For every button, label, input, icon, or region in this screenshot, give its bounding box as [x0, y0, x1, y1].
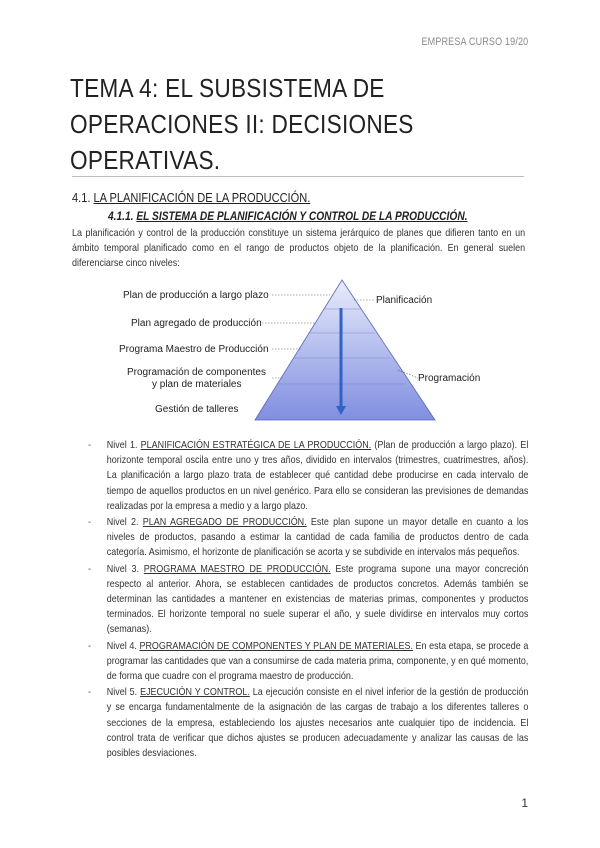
level-prefix: Nivel 5. — [106, 686, 138, 699]
pyramid-label-level-5: Gestión de talleres — [155, 404, 239, 415]
level-text: Este plan supone un mayor detalle en cuanto a los niveles de productos, pasando a estimar la cantidad de cada familia de productos dentro de cada categoría. Asimismo, el horizonte de planificación se acorta y se subdivide en intervalos más pequeños. — [106, 516, 529, 559]
pyramid-label-level-1: Plan de producción a largo plazo — [123, 290, 269, 301]
side-label-planificacion: Planificación — [376, 295, 433, 306]
course-header: EMPRESA CURSO 19/20 — [421, 36, 528, 48]
level-prefix: Nivel 3. — [106, 562, 140, 575]
list-item — [88, 639, 528, 685]
list-item — [88, 438, 528, 514]
list-item — [88, 562, 528, 638]
pyramid-label-level-4a: Programación de componentes — [127, 367, 266, 378]
pyramid-label-level-3: Programa Maestro de Producción — [119, 344, 269, 355]
planning-pyramid-diagram — [112, 278, 532, 428]
level-text: (Plan de producción a largo plazo). El horizonte temporal oscila entre uno y tres años, dividido en intervalos (trimestres, cuatrimestres, años). La planificación a largo plazo trata de establecer qué cantidad debe producirse en cada intervalo de tiempo de aquellos productos en un nivel genérico. Para ello se consideran las previsiones de demandas realizadas por la empresa a medio y a largo plazo. — [106, 439, 529, 512]
level-name: PLAN AGREGADO DE PRODUCCIÓN. — [142, 516, 307, 529]
title-divider — [72, 176, 524, 177]
dash-bullet: - — [88, 639, 91, 652]
intro-paragraph: La planificación y control de la producción constituye un sistema jerárquico de planes que difieren tanto en un ámbito temporal planificado como en el rango de productos objeto de la planificación. En general suelen diferenciarse cinco niveles: — [72, 227, 526, 269]
level-text: Este programa supone una mayor concreción respecto al anterior. Ahora, se establecen cantidades de productos concretos. Además también se determinan las cantidades a mantener en existencias de materias primas, componentes y productos terminados. El horizonte temporal no suele superar el año, y suele dividirse en intervalos muy cortos (semanas). — [106, 562, 529, 636]
pyramid-label-level-2: Plan agregado de producción — [131, 318, 262, 329]
levels-list — [88, 438, 528, 762]
level-prefix: Nivel 4. — [106, 639, 137, 652]
dash-bullet: - — [88, 516, 91, 529]
level-name: PROGRAMA MAESTRO DE PRODUCCIÓN. — [143, 562, 331, 575]
level-name: EJECUCIÓN Y CONTROL. — [140, 686, 250, 699]
level-name: PROGRAMACIÓN DE COMPONENTES Y PLAN DE MATERIALES. — [139, 639, 413, 652]
list-item — [88, 685, 528, 761]
level-name: PLANIFICACIÓN ESTRATÉGICA DE LA PRODUCCIÓN. — [140, 439, 372, 451]
list-item — [88, 515, 528, 561]
level-prefix: Nivel 1. — [106, 439, 138, 451]
section-title: LA PLANIFICACIÓN DE LA PRODUCCIÓN. — [93, 190, 311, 205]
level-prefix: Nivel 2. — [106, 516, 139, 529]
subsection-number: 4.1.1. — [108, 209, 134, 223]
page-number: 1 — [521, 796, 528, 810]
dash-bullet: - — [88, 562, 91, 575]
subsection-heading — [108, 209, 468, 223]
section-heading — [72, 190, 310, 205]
page-title: TEMA 4: EL SUBSISTEMA DE OPERACIONES II: DECISIONES OPERATIVAS. — [70, 73, 414, 175]
section-number: 4.1. — [72, 190, 91, 205]
pyramid-label-level-4b: y plan de materiales — [152, 379, 242, 390]
level-text: En esta etapa, se procede a programar las cantidades que van a consumirse de cada materia prima, componente, y en qué momento, de forma que cuadre con el programa maestro de producción. — [106, 639, 529, 683]
dash-bullet: - — [88, 439, 91, 451]
dash-bullet: - — [88, 686, 91, 699]
subsection-title: EL SISTEMA DE PLANIFICACIÓN Y CONTROL DE LA PRODUCCIÓN. — [136, 209, 468, 223]
pyramid-svg — [112, 278, 532, 428]
side-label-programacion: Programación — [418, 373, 481, 384]
level-text: La ejecución consiste en el nivel inferior de la gestión de producción y se encarga fundamentalmente de la asignación de las cargas de trabajo a los diferentes talleres o secciones de la empresa, estableciendo los ajustes necesarios ante cualquier tipo de incidencia. El control trata de verificar que dichos ajustes se producen adecuadamente y analizar las causas de las posibles desviaciones. — [106, 686, 529, 760]
